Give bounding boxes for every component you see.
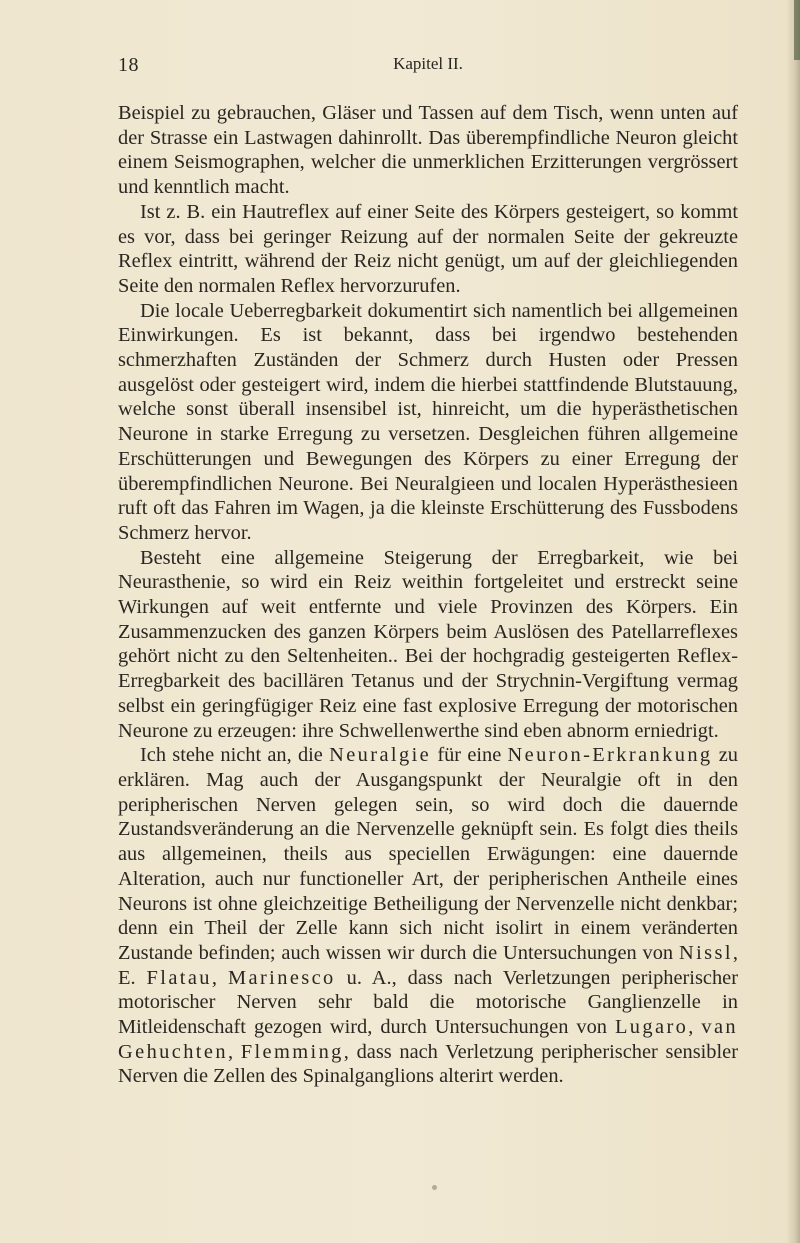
author-name: Flemming: [240, 1040, 344, 1063]
text-run: u. A., dass nach Verletzungen peripherischer motorischer Nerven sehr bald die motorische Ganglienzelle in Mitleidenschaft gezogen wird, durch Untersuchungen von: [118, 966, 738, 1039]
paragraph: Beispiel zu gebrauchen, Gläser und Tassen auf dem Tisch, wenn unten auf der Strasse ein Lastwagen dahinrollt. Das überempfindliche Neuron gleicht einem Seismographen, welcher die unmerklichen Erzitterungen vergrössert und kenntlich macht.: [118, 102, 738, 199]
text-run: , dass nach Verletzung peripherischer sensibler Nerven die Zellen des Spinalganglions alterirt werden.: [118, 1040, 738, 1088]
text-run: , E.: [118, 941, 738, 989]
spaced-term: Neuralgie: [329, 744, 432, 767]
print-speck: [432, 1185, 437, 1190]
text-run: ,: [211, 966, 228, 989]
author-name: van Gehuchten: [118, 1016, 738, 1063]
text-run: ,: [688, 1016, 702, 1039]
text-run: ,: [227, 1040, 241, 1063]
author-name: Marinesco: [227, 966, 336, 989]
author-name: Flatau: [146, 966, 212, 989]
spaced-term: Neuron-Erkrankung: [507, 744, 713, 767]
text-run: Ich stehe nicht an, die: [140, 744, 330, 767]
page-number: 18: [118, 54, 139, 76]
chapter-title: Kapitel II.: [393, 54, 463, 73]
text-run: für eine: [431, 744, 508, 767]
author-name: Lugaro: [614, 1016, 689, 1039]
running-head: [118, 54, 738, 80]
page-edge-shadow: [786, 0, 800, 1243]
author-name: Nissl: [678, 941, 733, 964]
text-run: zu erklären. Mag auch der Ausgangspunkt der Neuralgie oft in den peripherischen Nerven gelegen sein, so wird doch die dauernde Zustandsveränderung an die Nervenzelle geknüpft sein. Es folgt dies theils aus allgemeinen, theils aus speciellen Erwägungen: eine dauernde Alteration, auch nur functioneller Art, der peripherischen Antheile eines Neurons ist ohne gleichzeitige Betheiligung der Nervenzelle nicht denkbar; denn ein Theil der Zelle kann sich nicht isolirt in einem veränderten Zustande befinden; auch wissen wir durch die Untersuchungen von: [118, 744, 739, 964]
paragraph: Besteht eine allgemeine Steigerung der Erregbarkeit, wie bei Neurasthenie, so wird ein Reiz weithin fortgeleitet und erstreckt seine Wirkungen auf weit entfernte und viele Provinzen des Körpers. Ein Zusammenzucken des ganzen Körpers beim Auslösen des Patellarreflexes gehört nicht zu den Seltenheiten.. Bei der hochgradig gesteigerten Reflex-Erregbarkeit des bacillären Tetanus und der Strychnin-Vergiftung vermag selbst ein geringfügiger Reiz eine fast explosive Erregung der motorischen Neurone zu erzeugen: ihre Schwellenwerthe sind eben abnorm erniedrigt.: [118, 546, 738, 742]
binding-tab: [794, 0, 800, 60]
body-text: [118, 101, 738, 1089]
paragraph: [118, 743, 738, 1089]
paragraph: Ist z. B. ein Hautreflex auf einer Seite des Körpers gesteigert, so kommt es vor, dass bei geringer Reizung auf der normalen Seite der gekreuzte Reflex eintritt, während der Reiz nicht genügt, um auf der gleichliegenden Seite den normalen Reflex hervorzurufen.: [118, 200, 738, 297]
paragraph: Die locale Ueberregbarkeit dokumentirt sich namentlich bei allgemeinen Einwirkungen. Es ist bekannt, dass bei irgendwo bestehenden schmerzhaften Zuständen der Schmerz durch Husten oder Pressen ausgelöst oder gesteigert wird, indem die hierbei stattfindende Blutstauung, welche sonst überall insensibel ist, hinreicht, um die hyperästhetischen Neurone in starke Erregung zu versetzen. Desgleichen führen allgemeine Erschütterungen und Bewegungen des Körpers zu einer Erregung der überempfindlichen Neurone. Bei Neuralgieen und localen Hyperästhesieen ruft oft das Fahren im Wagen, ja die kleinste Erschütterung des Fussbodens Schmerz hervor.: [118, 299, 738, 544]
